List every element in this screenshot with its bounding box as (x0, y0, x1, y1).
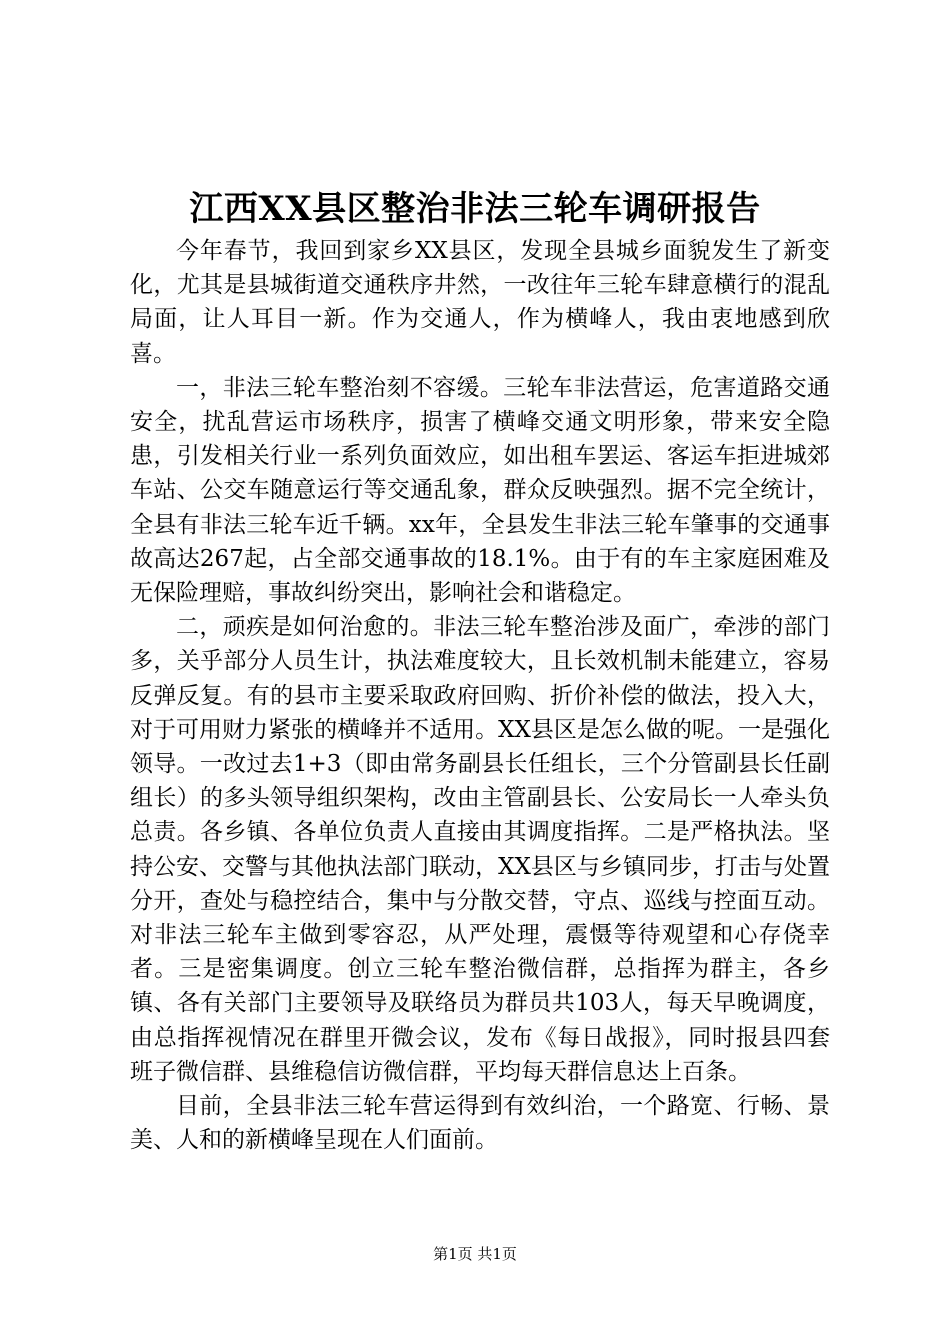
document-title: 江西XX县区整治非法三轮车调研报告 (189, 189, 761, 229)
document-body (130, 234, 830, 1157)
paragraph-section-one: 一，非法三轮车整治刻不容缓。三轮车非法营运，危害道路交通安全，扰乱营运市场秩序，损害了横峰交通文明形象，带来安全隐患，引发相关行业一系列负面效应，如出租车罢运、客运车拒进城郊车站、公交车随意运行等交通乱象，群众反映强烈。据不完全统计，全县有非法三轮车近千辆。xx年，全县发生非法三轮车肇事的交通事故高达267起，占全部交通事故的18.1%。由于有的车主家庭困难及无保险理赔，事故纠纷突出，影响社会和谐稳定。 (130, 374, 830, 607)
paragraph-conclusion: 目前，全县非法三轮车营运得到有效纠治，一个路宽、行畅、景美、人和的新横峰呈现在人们面前。 (130, 1093, 830, 1154)
paragraph-intro: 今年春节，我回到家乡XX县区，发现全县城乡面貌发生了新变化，尤其是县城街道交通秩序井然，一改往年三轮车肆意横行的混乱局面，让人耳目一新。作为交通人，作为横峰人，我由衷地感到欣喜。 (130, 238, 830, 367)
page-number-footer: 第1页 共1页 (433, 1245, 517, 1263)
paragraph-section-two: 二，顽疾是如何治愈的。非法三轮车整治涉及面广，牵涉的部门多，关乎部分人员生计，执法难度较大，且长效机制未能建立，容易反弹反复。有的县市主要采取政府回购、折价补偿的做法，投入大，对于可用财力紧张的横峰并不适用。XX县区是怎么做的呢。一是强化领导。一改过去1+3（即由常务副县长任组长，三个分管副县长任副组长）的多头领导组织架构，改由主管副县长、公安局长一人牵头负总责。各乡镇、各单位负责人直接由其调度指挥。二是严格执法。坚持公安、交警与其他执法部门联动，XX县区与乡镇同步，打击与处置分开，查处与稳控结合，集中与分散交替，守点、巡线与控面互动。对非法三轮车主做到零容忍，从严处理，震慑等待观望和心存侥幸者。三是密集调度。创立三轮车整治微信群，总指挥为群主，各乡镇、各有关部门主要领导及联络员为群员共103人，每天早晚调度，由总指挥视情况在群里开微会议，发布《每日战报》，同时报县四套班子微信群、县维稳信访微信群，平均每天群信息达上百条。 (130, 614, 830, 1085)
